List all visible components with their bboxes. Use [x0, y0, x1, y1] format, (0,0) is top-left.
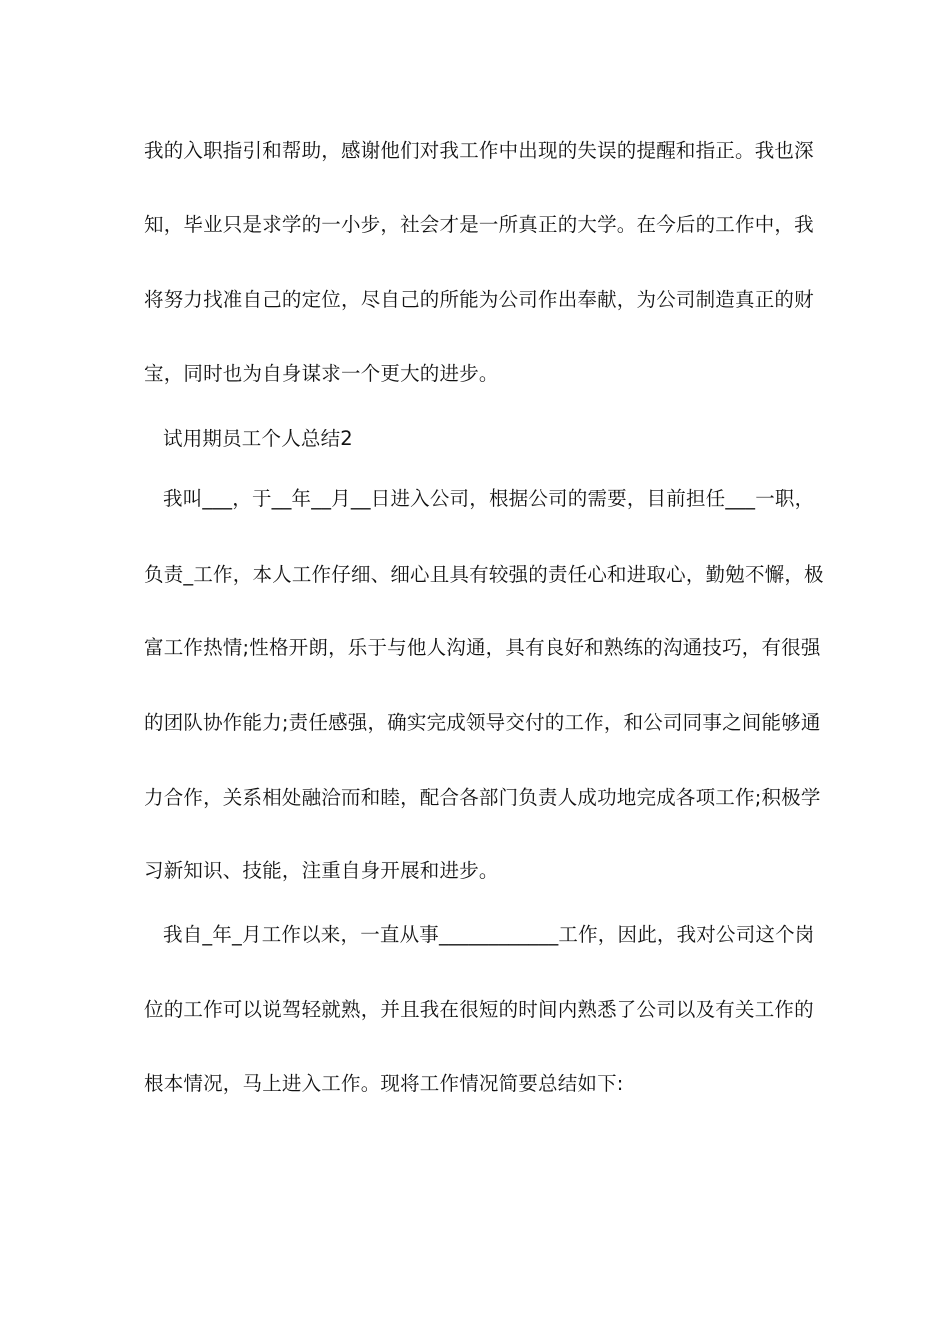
paragraph-line: 力合作，关系相处融洽而和睦，配合各部门负责人成功地完成各项工作;积极学	[144, 786, 821, 809]
paragraph-line: 的团队协作能力;责任感强，确实完成领导交付的工作，和公司同事之间能够通	[144, 711, 821, 734]
paragraph-line: 习新知识、技能，注重自身开展和进步。	[144, 859, 499, 882]
paragraph-line: 宝，同时也为自身谋求一个更大的进步。	[144, 362, 499, 385]
paragraph-line: 根本情况，马上进入工作。现将工作情况简要总结如下:	[144, 1072, 624, 1095]
paragraph-line: 我的入职指引和帮助，感谢他们对我工作中出现的失误的提醒和指正。我也深	[144, 139, 814, 162]
paragraph-line: 富工作热情;性格开朗，乐于与他人沟通，具有良好和熟练的沟通技巧，有很强	[144, 636, 821, 659]
paragraph-line: 我自_年_月工作以来，一直从事____________工作，因此，我对公司这个岗	[163, 923, 815, 946]
paragraph-line: 将努力找准自己的定位，尽自己的所能为公司作出奉献，为公司制造真正的财	[144, 288, 814, 311]
paragraph-line: 位的工作可以说驾轻就熟，并且我在很短的时间内熟悉了公司以及有关工作的	[144, 998, 814, 1021]
section-heading: 试用期员工个人总结2	[163, 427, 353, 450]
paragraph-line: 我叫___，于__年__月__日进入公司，根据公司的需要，目前担任___一职，	[163, 487, 815, 510]
paragraph-line: 负责_工作，本人工作仔细、细心且具有较强的责任心和进取心，勤勉不懈，极	[144, 563, 824, 586]
paragraph-line: 知，毕业只是求学的一小步，社会才是一所真正的大学。在今后的工作中，我	[144, 213, 814, 236]
